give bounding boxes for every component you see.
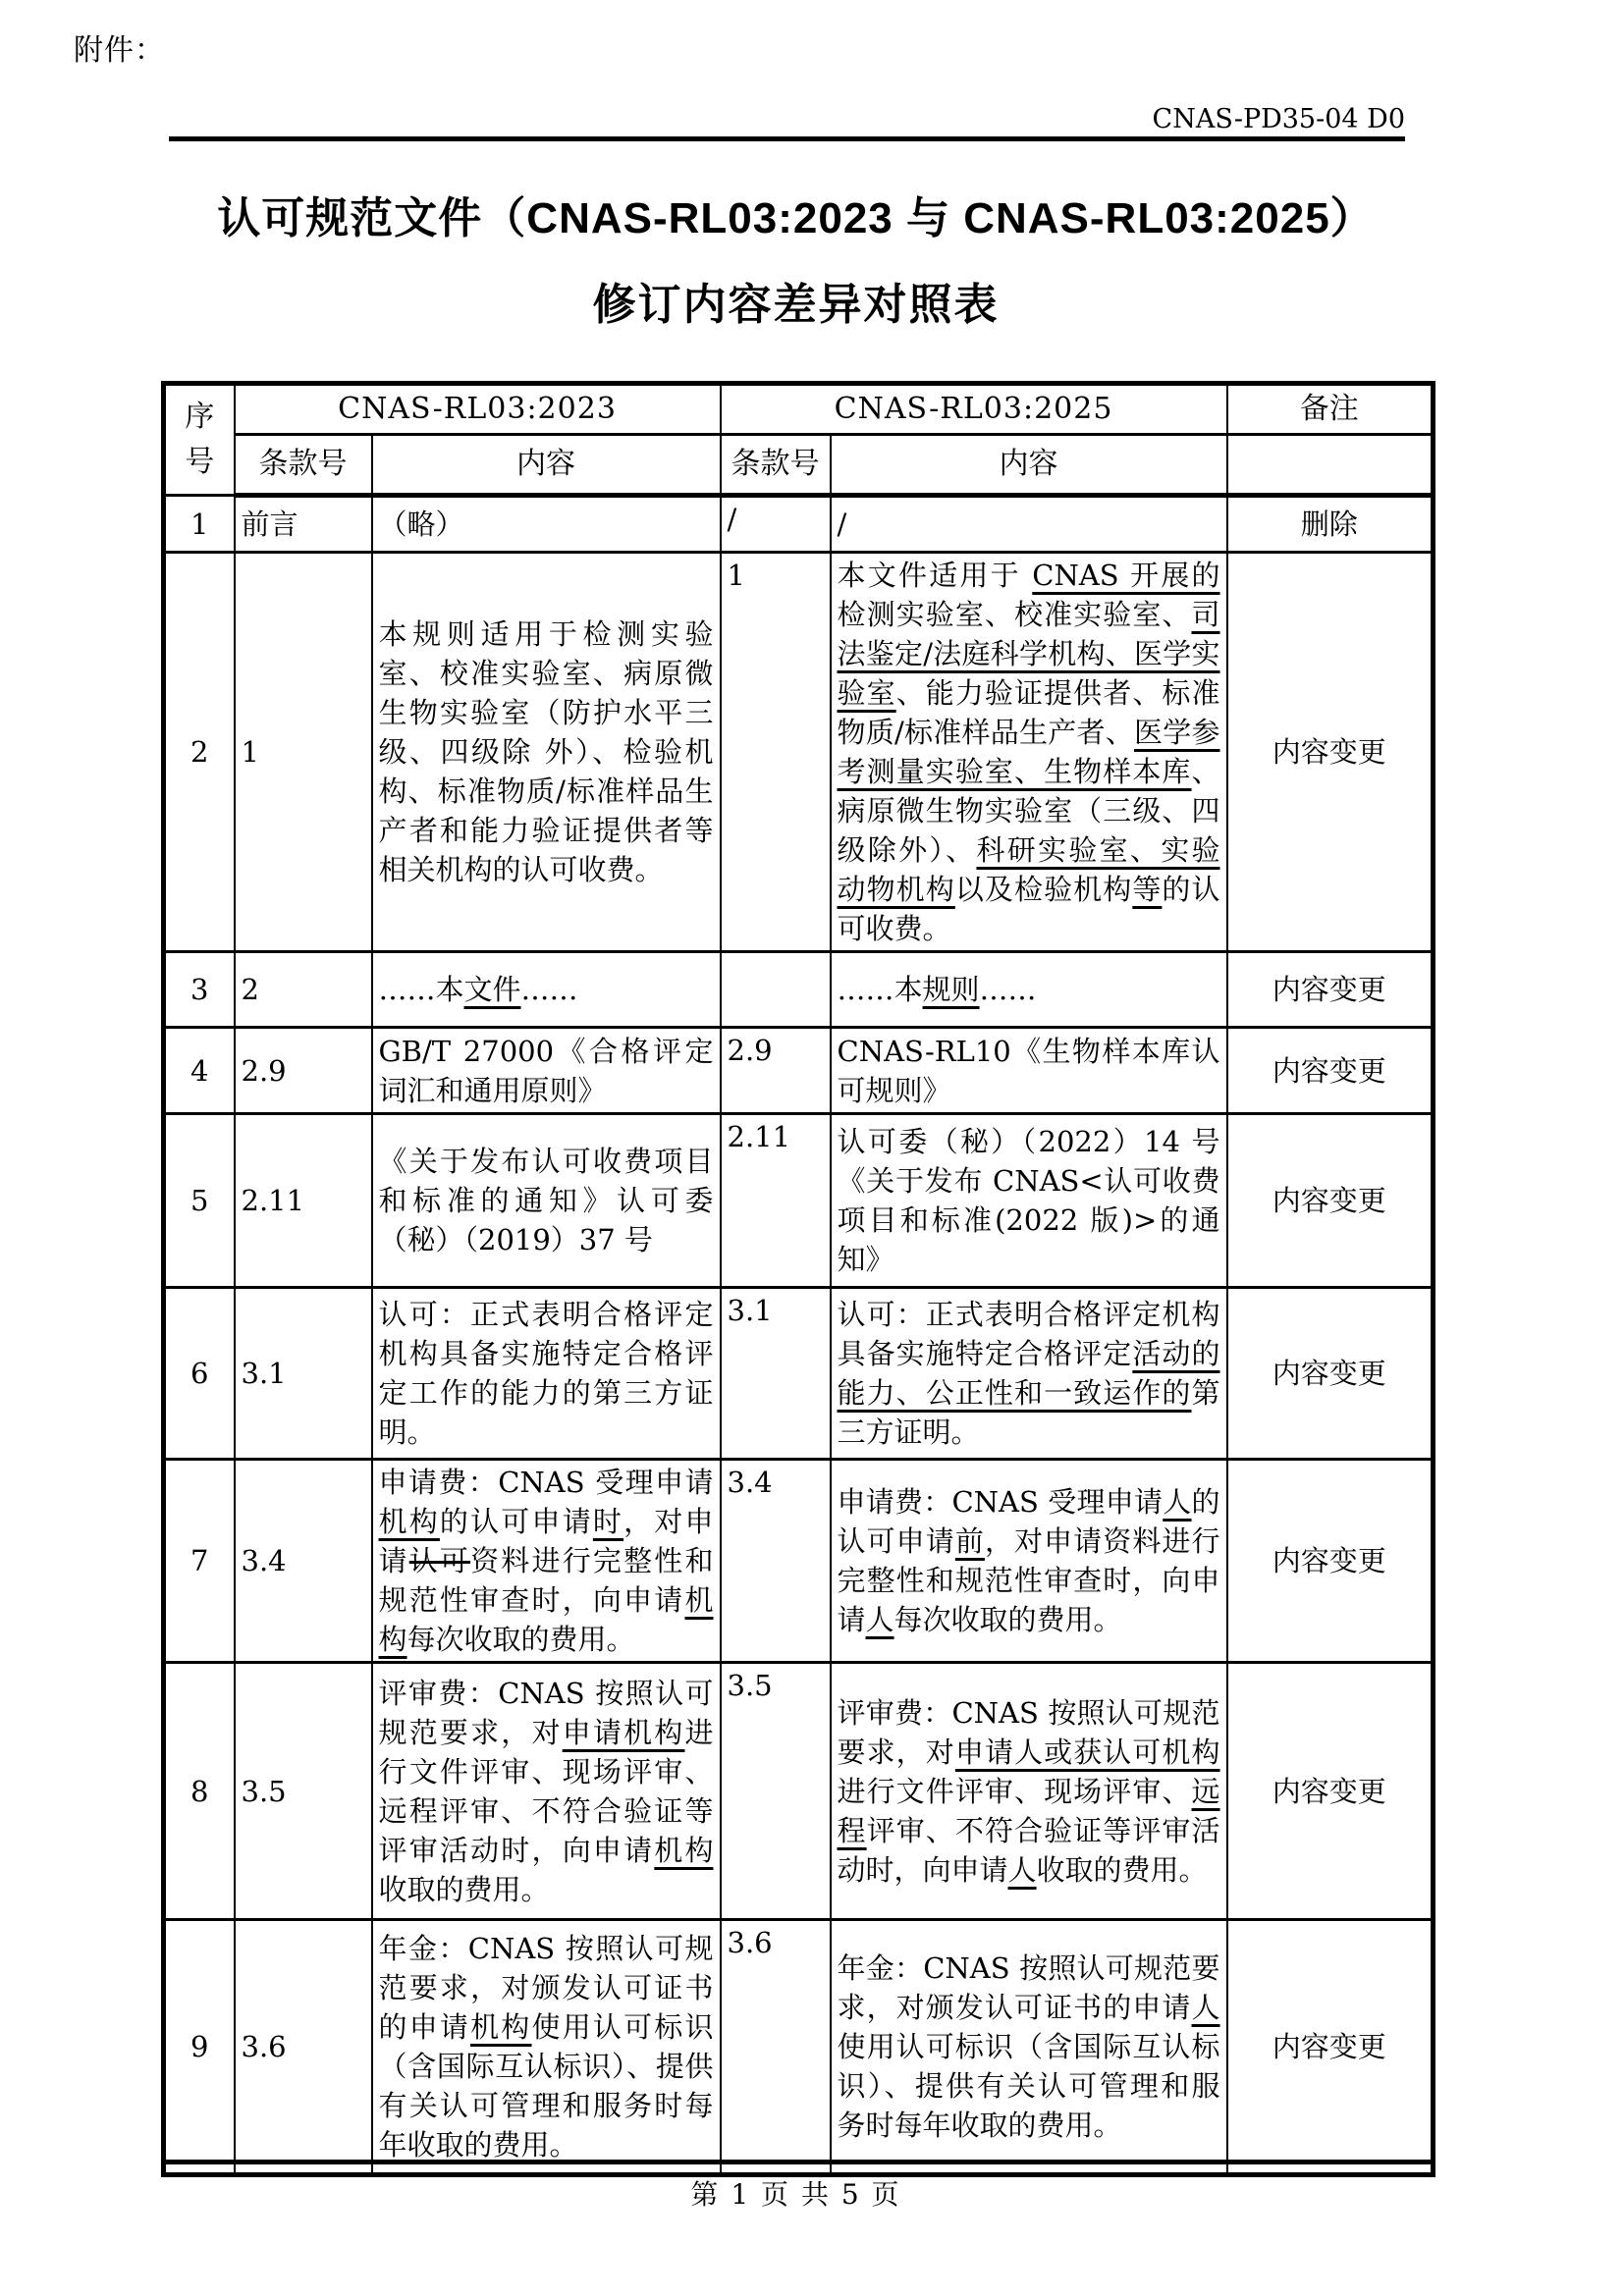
inserted-text: 文件 xyxy=(463,973,521,1006)
diff-table-header xyxy=(164,384,1434,496)
seq-cell: 2 xyxy=(164,553,235,952)
clause-2023-cell: 3.6 xyxy=(235,1920,372,2175)
seq-column-header: 序号 xyxy=(164,384,235,496)
clause-2025-cell: 3.6 xyxy=(721,1920,831,2175)
clause-2025-cell: / xyxy=(721,496,831,553)
content-2023-cell: ……本文件…… xyxy=(372,952,721,1028)
table-row xyxy=(164,1114,1434,1288)
clause-2023-cell: 2.9 xyxy=(235,1028,372,1114)
inserted-text: 人 xyxy=(1163,1485,1192,1519)
group-header-2025: CNAS-RL03:2025 xyxy=(721,384,1227,435)
inserted-text: 申请人或获认可机构 xyxy=(954,1735,1220,1769)
clause-2023-cell: 前言 xyxy=(235,496,372,553)
inserted-text: 机构 xyxy=(378,1505,440,1538)
header-group-row xyxy=(164,384,1434,435)
content-2023-cell: （略） xyxy=(372,496,721,553)
clause-2023-cell: 3.5 xyxy=(235,1663,372,1920)
inserted-text: 科研实验室、实验动物机构 xyxy=(837,833,1220,906)
inserted-text: 等 xyxy=(1132,873,1163,906)
content-2025-cell: 本文件适用于 CNAS 开展的检测实验室、校准实验室、司法鉴定/法庭科学机构、医学实验室、能力验证提供者、标准物质/标准样品生产者、医学参考测量实验室、生物样本库、病原微生物实验室（三级、四级除外）、科研实验室、实验动物机构以及检验机构等的认可收费。 xyxy=(831,553,1227,952)
remark-cell: 内容变更 xyxy=(1227,1028,1434,1114)
deleted-text: 认可 xyxy=(408,1544,471,1577)
diff-table xyxy=(161,381,1435,2177)
content-2023-cell: 本规则适用于检测实验室、校准实验室、病原微生物实验室（防护水平三级、四级除 外）、检验机构、标准物质/标准样品生产者和能力验证提供者等相关机构的认可收费。 xyxy=(372,553,721,952)
clause-2023-cell: 2 xyxy=(235,952,372,1028)
content-2025-cell: ……本规则…… xyxy=(831,952,1227,1028)
remark-column-header: 备注 xyxy=(1227,384,1434,435)
inserted-text: 人 xyxy=(1191,1991,1220,2024)
clause-2025-cell: 3.5 xyxy=(721,1663,831,1920)
content-2025-cell: 认可：正式表明合格评定机构具备实施特定合格评定活动的能力、公正性和一致运作的第三方证明。 xyxy=(831,1288,1227,1460)
content-2025-cell: 申请费：CNAS 受理申请人的认可申请前，对申请资料进行完整性和规范性审查时，向申请人每次收取的费用。 xyxy=(831,1460,1227,1663)
remark-cell: 内容变更 xyxy=(1227,1460,1434,1663)
seq-cell: 4 xyxy=(164,1028,235,1114)
seq-cell: 8 xyxy=(164,1663,235,1920)
seq-cell: 5 xyxy=(164,1114,235,1288)
remark-cell: 内容变更 xyxy=(1227,1288,1434,1460)
clause-2025-cell xyxy=(721,952,831,1028)
table-row xyxy=(164,952,1434,1028)
table-row xyxy=(164,553,1434,952)
content-2023-cell: 认可：正式表明合格评定机构具备实施特定合格评定工作的能力的第三方证明。 xyxy=(372,1288,721,1460)
seq-cell: 7 xyxy=(164,1460,235,1663)
page-subtitle: 修订内容差异对照表 xyxy=(592,281,1000,329)
inserted-text: 机构 xyxy=(654,1833,714,1867)
seq-cell: 1 xyxy=(164,496,235,553)
seq-cell: 9 xyxy=(164,1920,235,2175)
content-2023-cell: 年金：CNAS 按照认可规范要求，对颁发认可证书的申请机构使用认可标识（含国际互认标识）、提供有关认可管理和服务时每年收取的费用。 xyxy=(372,1920,721,2175)
remark-cell: 内容变更 xyxy=(1227,553,1434,952)
table-row xyxy=(164,1460,1434,1663)
inserted-text: 前 xyxy=(954,1524,985,1558)
remark-subheader-empty-cell xyxy=(1227,435,1434,496)
inserted-text: 远程 xyxy=(837,1774,1220,1847)
inserted-text: 医学参考测量实验室、生物样本库 xyxy=(837,716,1220,788)
clause-subheader-2023: 条款号 xyxy=(235,435,372,496)
footer-rule xyxy=(161,2160,1431,2164)
table-row xyxy=(164,1920,1434,2175)
content-2025-cell: 认可委（秘）（2022）14 号《关于发布 CNAS<认可收费项目和标准(2022 版)>的通知》 xyxy=(831,1114,1227,1288)
inserted-text: 人 xyxy=(1007,1852,1037,1887)
inserted-text: 人 xyxy=(865,1603,894,1636)
diff-table-body xyxy=(164,496,1434,2175)
content-2025-cell: 年金：CNAS 按照认可规范要求，对颁发认可证书的申请人使用认可标识（含国际互认标识）、提供有关认可管理和服务时每年收取的费用。 xyxy=(831,1920,1227,2175)
inserted-text: CNAS 开展的 xyxy=(1032,559,1220,592)
remark-cell: 内容变更 xyxy=(1227,1663,1434,1920)
clause-subheader-2025: 条款号 xyxy=(721,435,831,496)
content-2025-cell: / xyxy=(831,496,1227,553)
page-title: 认可规范文件（CNAS-RL03:2023 与 CNAS-RL03:2025） xyxy=(217,194,1375,242)
content-subheader-2025: 内容 xyxy=(831,435,1227,496)
clause-2023-cell: 3.1 xyxy=(235,1288,372,1460)
inserted-text: 机构 xyxy=(378,1583,714,1656)
clause-2025-cell: 3.4 xyxy=(721,1460,831,1663)
doc-code: CNAS-PD35-04 D0 xyxy=(1152,104,1405,134)
clause-2025-cell: 2.11 xyxy=(721,1114,831,1288)
table-row xyxy=(164,1028,1434,1114)
clause-2023-cell: 1 xyxy=(235,553,372,952)
content-2023-cell: GB/T 27000《合格评定 词汇和通用原则》 xyxy=(372,1028,721,1114)
remark-cell: 内容变更 xyxy=(1227,952,1434,1028)
header-sub-row xyxy=(164,435,1434,496)
seq-cell: 3 xyxy=(164,952,235,1028)
seq-cell: 6 xyxy=(164,1288,235,1460)
content-subheader-2023: 内容 xyxy=(372,435,721,496)
content-2023-cell: 申请费：CNAS 受理申请机构的认可申请时，对申请认可资料进行完整性和规范性审查时，向申请机构每次收取的费用。 xyxy=(372,1460,721,1663)
header-rule xyxy=(169,104,1405,141)
attachment-label: 附件： xyxy=(74,33,165,68)
clause-2025-cell: 1 xyxy=(721,553,831,952)
content-2023-cell: 评审费：CNAS 按照认可规范要求，对申请机构进行文件评审、现场评审、远程评审、不符合验证等评审活动时，向申请机构收取的费用。 xyxy=(372,1663,721,1920)
content-2025-cell: 评审费：CNAS 按照认可规范要求，对申请人或获认可机构进行文件评审、现场评审、远程评审、不符合验证等评审活动时，向申请人收取的费用。 xyxy=(831,1663,1227,1920)
clause-2023-cell: 3.4 xyxy=(235,1460,372,1663)
inserted-text: 时 xyxy=(592,1505,624,1538)
inserted-text: 司法鉴定/法庭科学机构、医学实验室 xyxy=(837,598,1220,710)
table-row xyxy=(164,1288,1434,1460)
inserted-text: 机构 xyxy=(470,2010,532,2044)
remark-cell: 内容变更 xyxy=(1227,1920,1434,2175)
clause-2025-cell: 3.1 xyxy=(721,1288,831,1460)
inserted-text: 规则 xyxy=(922,973,980,1006)
inserted-text: 活动的能力、公正性和一致运作的 xyxy=(837,1337,1220,1410)
content-2023-cell: 《关于发布认可收费项目和标准的通知》认可委（秘）（2019）37 号 xyxy=(372,1114,721,1288)
remark-cell: 删除 xyxy=(1227,496,1434,553)
table-row xyxy=(164,496,1434,553)
content-2025-cell: CNAS-RL10《生物样本库认可规则》 xyxy=(831,1028,1227,1114)
remark-cell: 内容变更 xyxy=(1227,1114,1434,1288)
clause-2025-cell: 2.9 xyxy=(721,1028,831,1114)
clause-2023-cell: 2.11 xyxy=(235,1114,372,1288)
inserted-text: 申请机构 xyxy=(562,1715,685,1749)
page-number: 第 1 页 共 5 页 xyxy=(690,2178,901,2211)
group-header-2023: CNAS-RL03:2023 xyxy=(235,384,721,435)
table-row xyxy=(164,1663,1434,1920)
